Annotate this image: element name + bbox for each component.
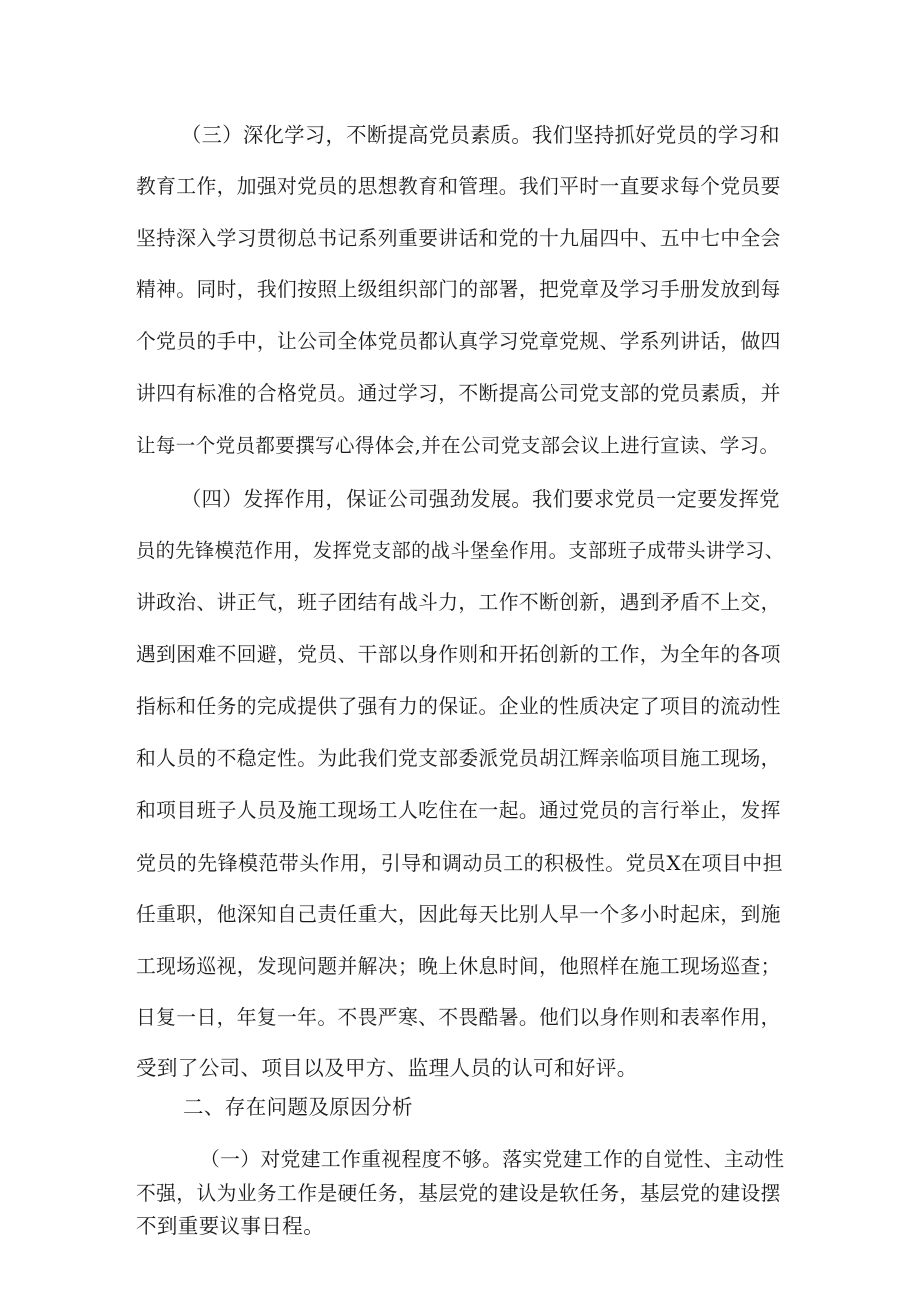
paragraph-line: 讲政治、讲正气，班子团结有战斗力，工作不断创新，遇到矛盾不上交， — [136, 591, 781, 614]
paragraph-line: 指标和任务的完成提供了强有力的保证。企业的性质决定了项目的流动性 — [136, 695, 781, 718]
section-heading: 二、存在问题及原因分析 — [183, 1095, 413, 1119]
paragraph-line: 不强，认为业务工作是硬任务，基层党的建设是软任务，基层党的建设摆 — [136, 1182, 781, 1205]
paragraph-line: 工现场巡视，发现问题并解决；晚上休息时间，他照样在施工现场巡查； — [136, 955, 781, 978]
paragraph-line: 任重职，他深知自己责任重大，因此每天比别人早一个多小时起床，到施 — [136, 903, 781, 926]
paragraph-line: 遇到困难不回避，党员、干部以身作则和开拓创新的工作，为全年的各项 — [136, 643, 781, 666]
paragraph-line: 和项目班子人员及施工现场工人吃住在一起。通过党员的言行举止，发挥 — [136, 799, 781, 822]
paragraph-line: 教育工作，加强对党员的思想教育和管理。我们平时一直要求每个党员要 — [136, 175, 781, 198]
paragraph-line: 党员的先锋模范带头作用，引导和调动员工的积极性。党员X在项目中担 — [136, 851, 784, 875]
paragraph-line: 受到了公司、项目以及甲方、监理人员的认可和好评。 — [136, 1056, 638, 1080]
paragraph-line: 不到重要议事日程。 — [136, 1214, 325, 1238]
paragraph-line: 讲四有标准的合格党员。通过学习，不断提高公司党支部的党员素质，并 — [136, 382, 781, 405]
paragraph-line: （一）对党建工作重视程度不够。落实党建工作的自觉性、主动性 — [200, 1148, 785, 1171]
paragraph-line: 员的先锋模范作用，发挥党支部的战斗堡垒作用。支部班子成带头讲学习、 — [136, 539, 785, 562]
paragraph-line: 日复一日，年复一年。不畏严寒、不畏酷暑。他们以身作则和表率作用， — [136, 1006, 781, 1029]
paragraph-line: （四）发挥作用，保证公司强劲发展。我们要求党员一定要发挥党 — [181, 487, 780, 511]
paragraph-line: 让每一个党员都要撰写心得体会,并在公司党支部会议上进行宣读、学习。 — [136, 434, 780, 457]
paragraph-line: 和人员的不稳定性。为此我们党支部委派党员胡江辉亲临项目施工现场， — [136, 747, 781, 770]
paragraph-line: （三）深化学习，不断提高党员素质。我们坚持抓好党员的学习和 — [181, 123, 780, 147]
paragraph-line: 精神。同时，我们按照上级组织部门的部署，把党章及学习手册发放到每 — [136, 278, 781, 301]
paragraph-line: 个党员的手中，让公司全体党员都认真学习党章党规、学系列讲话，做四 — [136, 330, 781, 353]
paragraph-line: 坚持深入学习贯彻总书记系列重要讲话和党的十九届四中、五中七中全会 — [136, 227, 781, 250]
